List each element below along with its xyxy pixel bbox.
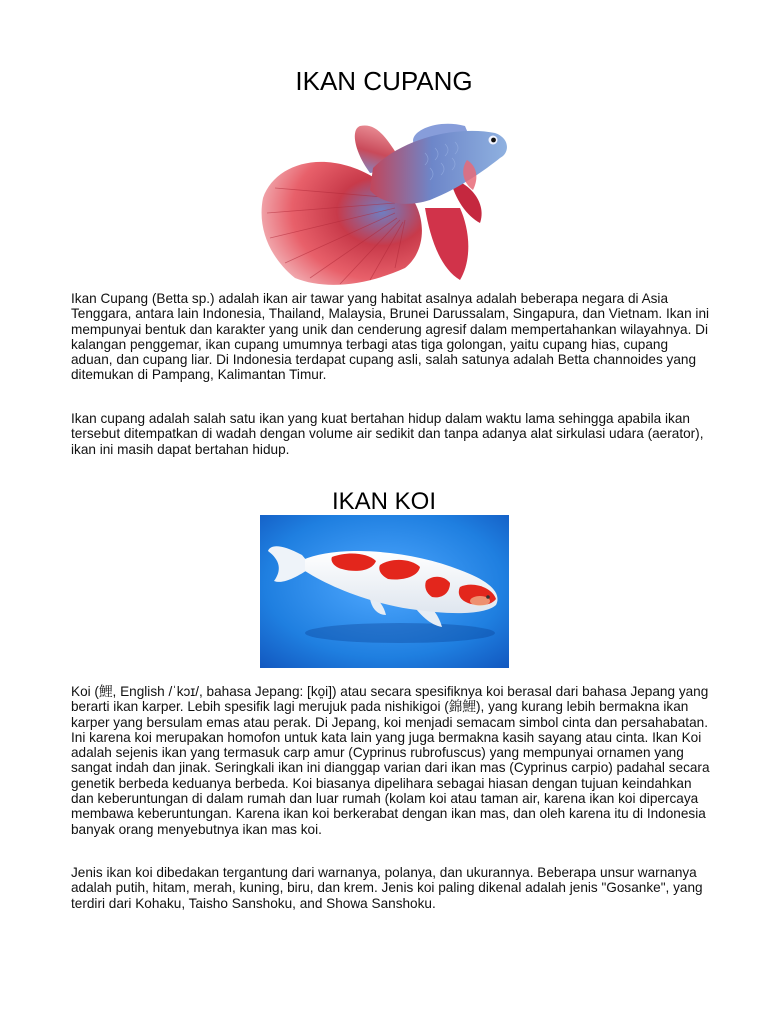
cupang-paragraph-2: Ikan cupang adalah salah satu ikan yang kuat bertahan hidup dalam waktu lama sehingga apabila ikan tersebut ditempatkan di wadah dengan volume air sedikit dan tanpa adanya alat sirkulasi udara (aerator), ikan ini masih dapat bertahan hidup. (71, 411, 704, 457)
koi-paragraph-1: Koi (鯉, English /ˈkɔɪ/, bahasa Jepang: [ko͍i]) atau secara spesifiknya koi berasal dari bahasa Jepang yang berarti ikan karper. Lebih spesifik lagi merujuk pada nishikigoi (錦鯉), yang kurang lebih bermakna ikan karper yang bersulam emas atau perak. Di Jepang, koi menjadi semacam simbol cinta dan persahabatan. Ini karena koi merupakan homofon untuk kata lain yang juga bermakna kasih sayang atau cinta. Ikan Koi adalah sejenis ikan yang termasuk carp amur (Cyprinus rubrofuscus) yang mempunyai ornamen yang sangat indah dan jinak. Seringkali ikan ini dianggap varian dari ikan mas (Cyprinus carpio) padahal secara genetik berbeda keduanya berbeda. Koi biasanya dipelihara sebagai hiasan dengan tujuan keindahkan dan keberuntungan di dalam rumah dan luar rumah (kolam koi atau taman air, karena ikan koi dipercaya membawa keberuntungan. Karena ikan koi berkerabat dengan ikan mas, dan oleh karena itu di Indonesia banyak orang menyebutnya ikan mas koi. (71, 684, 710, 837)
betta-fish-image (255, 108, 517, 288)
koi-paragraph-2: Jenis ikan koi dibedakan tergantung dari warnanya, polanya, dan ukurannya. Beberapa unsur warnanya adalah putih, hitam, merah, kuning, biru, dan krem. Jenis koi paling dikenal adalah jenis "Gosanke", yang terdiri dari Kohaku, Taisho Sanshoku, and Showa Sanshoku. (71, 865, 703, 911)
section-title-koi: IKAN KOI (331, 488, 437, 515)
section-title-cupang: IKAN CUPANG (295, 66, 473, 96)
cupang-paragraph-1: Ikan Cupang (Betta sp.) adalah ikan air tawar yang habitat asalnya adalah beberapa negara di Asia Tenggara, antara lain Indonesia, Thailand, Malaysia, Brunei Darussalam, Singapura, dan Vietnam. Ikan ini mempunyai bentuk dan karakter yang unik dan cenderung agresif dalam mempertahankan wilayahnya. Di kalangan penggemar, ikan cupang umumnya terbagi atas tiga golongan, yaitu cupang hias, cupang aduan, dan cupang liar. Di Indonesia terdapat cupang asli, salah satunya adalah Betta channoides yang ditemukan di Pampang, Kalimantan Timur. (71, 291, 710, 383)
koi-fish-image (260, 515, 509, 668)
